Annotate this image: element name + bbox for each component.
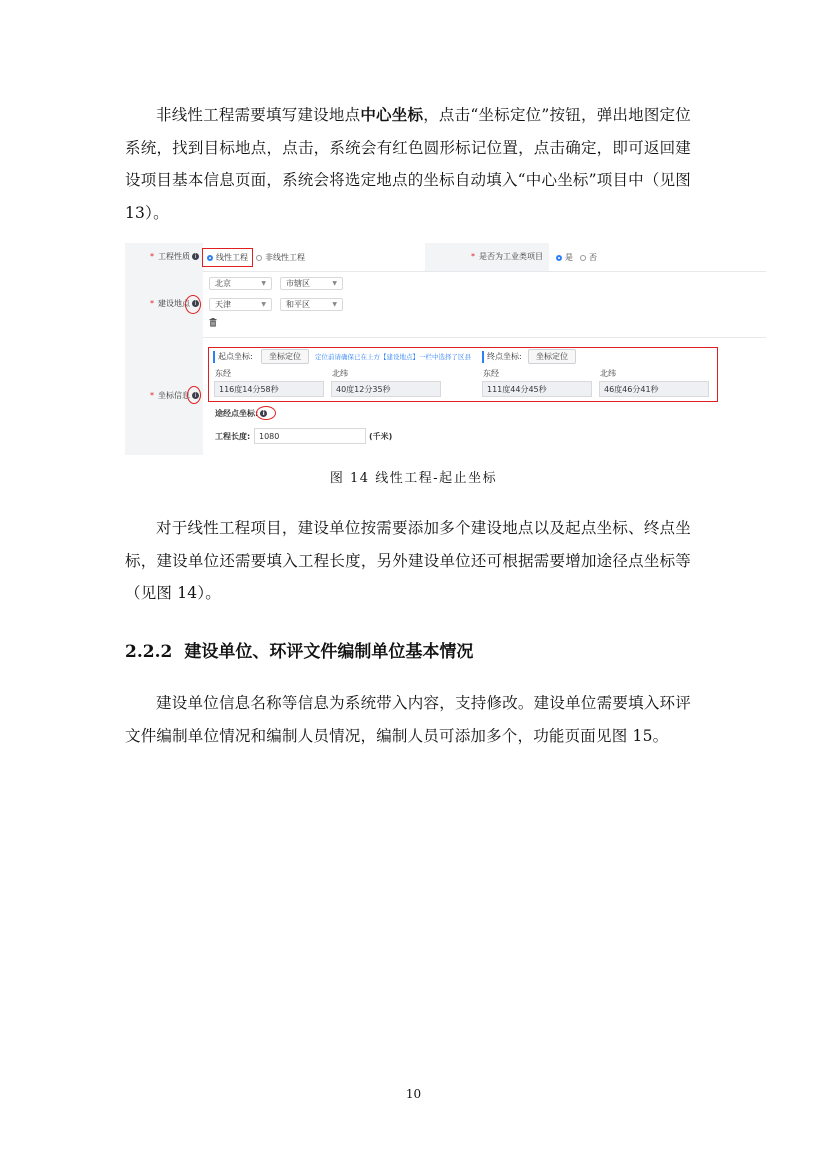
district-select-1[interactable] — [280, 277, 343, 290]
end-north-field[interactable]: 46度46分41秒 — [599, 381, 709, 397]
start-coordinate-label: 起点坐标: — [213, 351, 253, 363]
end-locate-button[interactable]: 坐标定位 — [528, 349, 576, 364]
radio-empty-icon — [580, 255, 586, 261]
figure-caption: 图 14 线性工程-起止坐标 — [329, 471, 498, 486]
paragraph-text: 非线性工程需要填写建设地点 — [156, 106, 361, 124]
radio-nonlinear-label: 非线性工程 — [265, 253, 305, 262]
project-type-row — [125, 243, 766, 272]
radio-yes[interactable] — [556, 252, 573, 263]
province-value: 北京 — [215, 279, 231, 288]
district-value: 市辖区 — [286, 279, 310, 288]
radio-linear-label: 线性工程 — [216, 253, 248, 262]
radio-no-label: 否 — [589, 253, 597, 262]
paragraph-text: ，点击“坐标定位”按钮，弹出地图定位系统，找到目标地点，点击，系统会有红色圆形标记位置，点击确定，即可返回建设项目基本信息页面，系统会将选定地点的坐标自动填入“中心坐标”项目中（见图 13）。 — [125, 106, 691, 222]
required-mark: * — [150, 391, 154, 400]
trash-icon[interactable] — [209, 318, 217, 327]
bold-term: 中心坐标 — [360, 105, 424, 124]
radio-yes-label: 是 — [565, 253, 573, 262]
province-select-2[interactable] — [209, 298, 272, 311]
chevron-down-icon: ▼ — [261, 301, 266, 308]
locate-hint: 定位前请确保已在上方【建设地点】一栏中选择了区县 — [315, 353, 471, 361]
location-label: 建设地点 — [158, 299, 190, 308]
province-value: 天津 — [215, 300, 231, 309]
start-north-label: 北纬 — [332, 369, 348, 378]
coordinate-row — [125, 337, 766, 455]
waypoint-label: 途经点坐标: — [215, 409, 259, 418]
radio-linear[interactable] — [207, 252, 248, 263]
radio-empty-icon — [256, 255, 262, 261]
radio-selected-icon — [556, 255, 562, 261]
province-select-1[interactable] — [209, 277, 272, 290]
info-icon[interactable]: i — [192, 392, 199, 399]
info-icon[interactable]: i — [192, 300, 199, 307]
industrial-label: 是否为工业类项目 — [479, 252, 543, 261]
red-circle-marker — [185, 295, 201, 314]
district-select-2[interactable] — [280, 298, 343, 311]
add-waypoint-icon[interactable]: i — [260, 410, 267, 417]
end-north-label: 北纬 — [600, 369, 616, 378]
paragraph-center-coordinate — [125, 99, 691, 229]
radio-nonlinear[interactable] — [256, 252, 305, 263]
radio-no[interactable] — [580, 252, 597, 263]
start-east-field[interactable]: 116度14分58秒 — [214, 381, 324, 397]
end-east-label: 东经 — [483, 369, 499, 378]
start-east-label: 东经 — [215, 369, 231, 378]
required-mark: * — [150, 299, 154, 308]
start-locate-button[interactable]: 坐标定位 — [261, 349, 309, 364]
section-title: 建设单位、环评文件编制单位基本情况 — [184, 642, 474, 662]
location-row — [125, 271, 766, 338]
section-heading — [125, 637, 473, 662]
info-icon[interactable]: i — [192, 253, 199, 260]
end-east-field[interactable]: 111度44分45秒 — [482, 381, 592, 397]
length-input[interactable]: 1080 — [254, 428, 366, 444]
page-number: 10 — [405, 1087, 422, 1101]
red-circle-marker — [256, 406, 276, 420]
coordinate-label: 坐标信息 — [158, 391, 190, 400]
chevron-down-icon: ▼ — [332, 301, 337, 308]
required-mark: * — [471, 252, 475, 261]
length-unit: (千米) — [369, 432, 393, 441]
paragraph-unit-info: 建设单位信息名称等信息为系统带入内容，支持修改。建设单位需要填入环评文件编制单位情况和编制人员情况，编制人员可添加多个，功能页面见图 15。 — [125, 694, 691, 745]
project-type-label-cell — [125, 243, 203, 271]
project-type-label: 工程性质 — [158, 252, 190, 261]
section-number: 2.2.2 — [125, 642, 173, 662]
chevron-down-icon: ▼ — [332, 280, 337, 287]
industrial-label-cell — [425, 243, 549, 271]
end-coordinate-label: 终点坐标: — [482, 351, 522, 363]
radio-selected-icon — [207, 255, 213, 261]
district-value: 和平区 — [286, 300, 310, 309]
figure-14-screenshot — [125, 243, 766, 456]
required-mark: * — [150, 252, 154, 261]
length-label: 工程长度: — [215, 432, 251, 441]
red-circle-marker — [187, 386, 201, 404]
chevron-down-icon: ▼ — [261, 280, 266, 287]
start-north-field[interactable]: 40度12分35秒 — [331, 381, 441, 397]
paragraph-linear-project: 对于线性工程项目，建设单位按需要添加多个建设地点以及起点坐标、终点坐标，建设单位还需要填入工程长度，另外建设单位还可根据需要增加途径点坐标等（见图 14）。 — [125, 519, 691, 602]
